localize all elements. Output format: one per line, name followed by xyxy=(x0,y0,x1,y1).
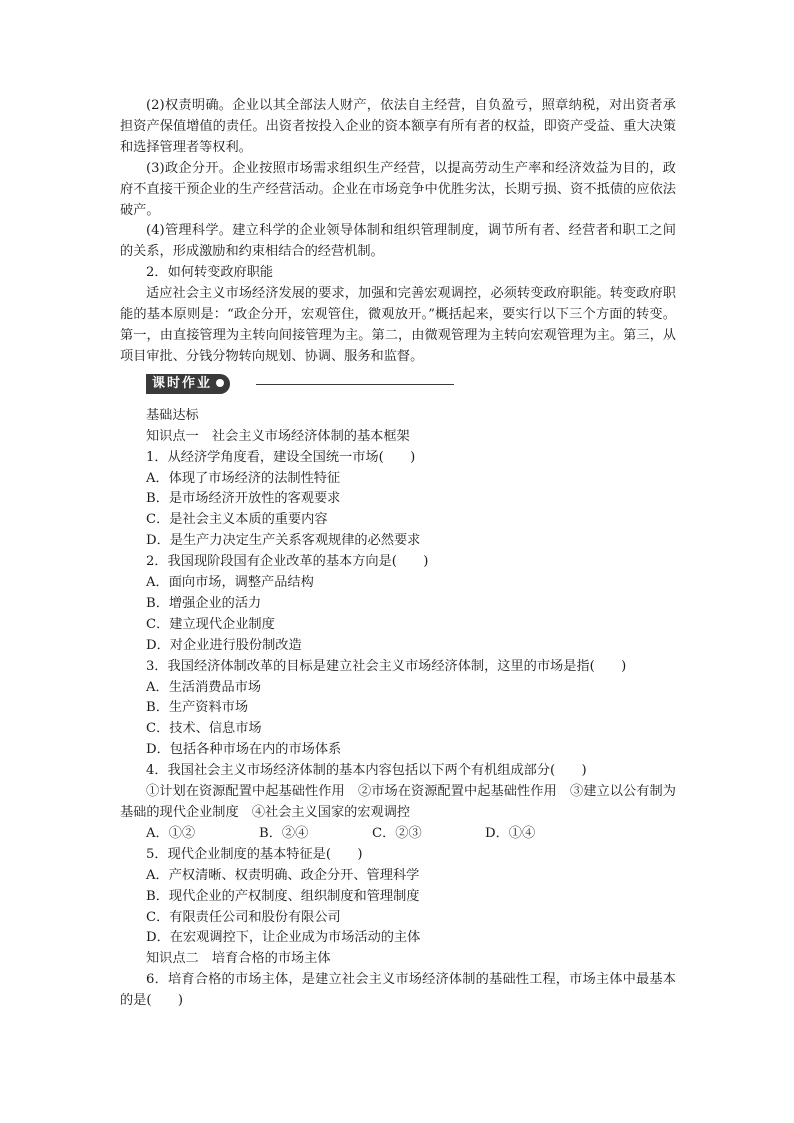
option: A．产权清晰、权责明确、政企分开、管理科学 xyxy=(146,867,420,883)
option: C．建立现代企业制度 xyxy=(146,616,275,632)
option: B．现代企业的产权制度、组织制度和管理制度 xyxy=(146,888,420,904)
level-heading: 基础达标 xyxy=(146,407,199,423)
paragraph-scientific-management: (4)管理科学。建立科学的企业领导体制和组织管理制度，调节所有者、经营者和职工之间的关系，形成激励和约束相结合的经营机制。 xyxy=(120,223,676,260)
option: A．面向市场，调整产品结构 xyxy=(146,575,314,591)
question-heading-government-functions: 2．如何转变政府职能 xyxy=(146,265,274,281)
question-stem: 5．现代企业制度的基本特征是( ) xyxy=(146,846,363,862)
section-header-text: 课时作业 xyxy=(152,375,213,391)
option: C．有限责任公司和股份有限公司 xyxy=(146,909,341,925)
option: A．体现了市场经济的法制性特征 xyxy=(146,470,341,486)
option: D．包括各种市场在内的市场体系 xyxy=(146,742,342,758)
option: B．是市场经济开放性的客观要求 xyxy=(146,491,341,507)
question-stem: 2．我国现阶段国有企业改革的基本方向是( ) xyxy=(146,554,429,570)
paragraph-clear-responsibility: (2)权责明确。企业以其全部法人财产，依法自主经营，自负盈亏，照章纳税，对出资者承担资产保值增值的责任。出资者按投入企业的资本额享有所有者的权益，即资产受益、重大决策和选择管理者等权利。 xyxy=(120,98,676,155)
question-stem: 3．我国经济体制改革的目标是建立社会主义市场经济体制，这里的市场是指( ) xyxy=(146,658,627,674)
question-statements: ①计划在资源配置中起基础性作用 ②市场在资源配置中起基础性作用 ③建立以公有制为基础的现代企业制度 ④社会主义国家的宏观调控 xyxy=(120,784,676,820)
option: C．②③ xyxy=(372,825,422,841)
paragraph-separation-gov-enterprise: (3)政企分开。企业按照市场需求组织生产经营，以提高劳动生产率和经济效益为目的，政府不直接干预企业的生产经营活动。企业在市场竞争中优胜劣汰，长期亏损、资不抵债的应依法破产。 xyxy=(120,160,676,218)
question-stem: 4．我国社会主义市场经济体制的基本内容包括以下两个有机组成部分( ) xyxy=(146,763,587,779)
option: D．是生产力决定生产关系客观规律的必然要求 xyxy=(146,533,421,549)
knowledge-point-heading: 知识点一 社会主义市场经济体制的基本框架 xyxy=(146,428,410,444)
bullet-dot-icon xyxy=(216,379,224,387)
option: D．①④ xyxy=(485,825,536,841)
section-divider xyxy=(256,384,454,385)
knowledge-point-heading: 知识点二 培育合格的市场主体 xyxy=(146,951,331,967)
option: B．生产资料市场 xyxy=(146,700,249,716)
option: B．增强企业的活力 xyxy=(146,595,262,611)
option: A．生活消费品市场 xyxy=(146,679,262,695)
option: C．技术、信息市场 xyxy=(146,721,262,737)
option: C．是社会主义本质的重要内容 xyxy=(146,512,328,528)
option: D．对企业进行股份制改造 xyxy=(146,637,302,653)
option: D．在宏观调控下，让企业成为市场活动的主体 xyxy=(146,930,421,946)
question-stem: 1．从经济学角度看，建设全国统一市场( ) xyxy=(146,449,416,465)
option: A．①② xyxy=(146,825,196,841)
section-header-label xyxy=(146,374,230,394)
option-row xyxy=(120,824,676,845)
section-header-bar xyxy=(146,372,676,398)
question-stem: 6．培育合格的市场主体，是建立社会主义市场经济体制的基础性工程，市场主体中最基本的是( ) xyxy=(120,972,676,1009)
document-page xyxy=(120,96,676,1012)
option: B．②④ xyxy=(259,825,309,841)
paragraph-government-functions: 适应社会主义市场经济发展的要求，加强和完善宏观调控，必须转变政府职能。转变政府职能的基本原则是：“政企分开，宏观管住，微观放开。”概括起来，要实行以下三个方面的转变。第一，由直接管理为主转向间接管理为主。第二，由微观管理为主转向宏观管理为主。第三，从项目审批、分钱分物转向规划、协调、服务和监督。 xyxy=(120,286,676,364)
